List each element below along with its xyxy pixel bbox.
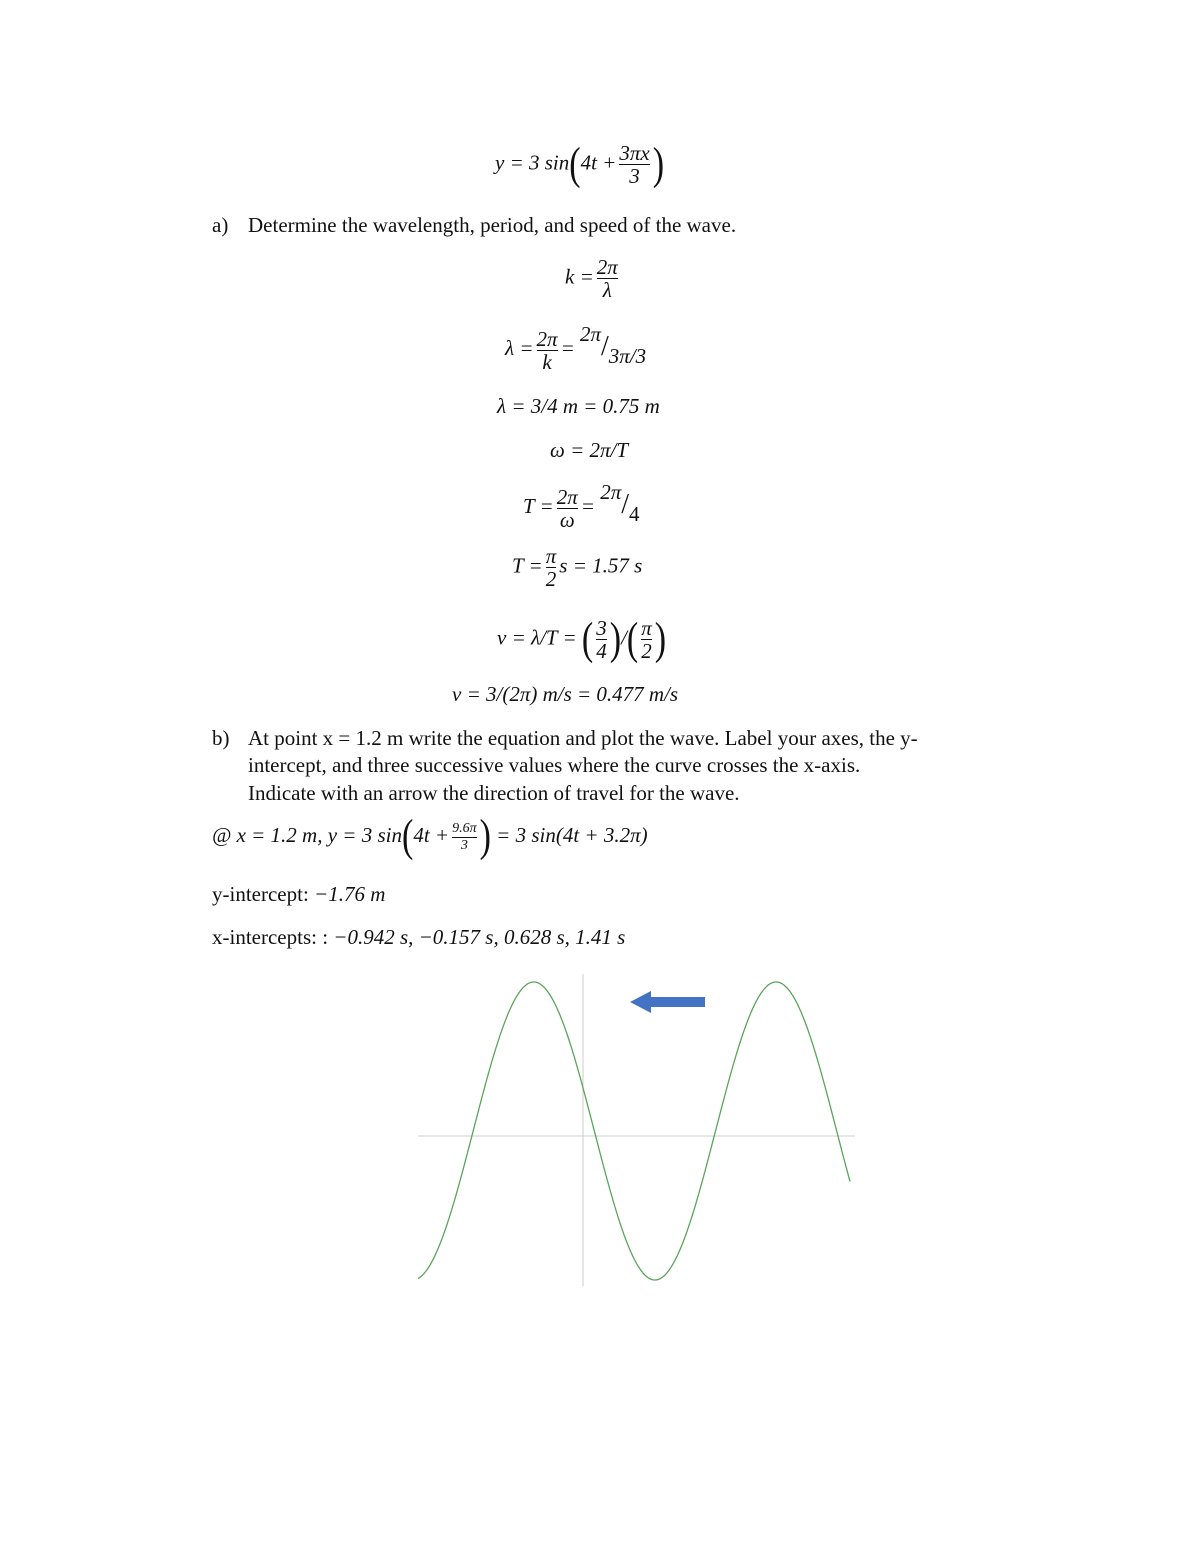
direction-arrow — [630, 991, 705, 1013]
speed-result: v = 3/(2π) m/s = 0.477 m/s — [452, 682, 679, 706]
main-equation: y = 3 sin(4t + $\frac{3\pi x}{3}$ ) — [495, 138, 665, 189]
y-intercept: y-intercept: −1.76 m — [212, 882, 386, 906]
part-b-line-1: At point x = 1.2 m write the equation and plot the wave. Label your axes, the y- — [248, 726, 918, 750]
speed-equation: v = λ/T = ( $\frac{3}{4}$ )/( $\frac{\pi}{2}$ ) — [497, 613, 667, 664]
wave-curve — [418, 982, 850, 1280]
omega-equation: ω = 2π/T — [550, 438, 629, 462]
part-b-label: b) — [212, 726, 230, 750]
lambda-result: λ = 3/4 m = 0.75 m — [497, 394, 660, 418]
wave-plot — [410, 960, 860, 1295]
period-result: T = $\frac{\pi}{2}$ s = 1.57 s — [512, 544, 643, 591]
part-b-line-3: Indicate with an arrow the direction of travel for the wave. — [248, 781, 740, 805]
part-a-question: Determine the wavelength, period, and speed of the wave. — [248, 213, 737, 237]
k-equation: k = $\frac{2\pi}{\lambda}$ — [565, 255, 618, 302]
part-b-line-2: intercept, and three successive values where the curve crosses the x-axis. — [248, 753, 861, 777]
part-a-label: a) — [212, 213, 229, 237]
wave-equation-at-x: @ x = 1.2 m, y = 3 sin(4t + $\frac{9.6\pi}{3}$ ) = 3 sin(4t + 3.2π) — [212, 811, 648, 862]
period-equation: T = $\frac{2\pi}{\omega}$ = 2π/4 — [523, 480, 640, 532]
lambda-equation: λ = $\frac{2\pi}{k}$ = 2π/3π/3 — [505, 322, 647, 374]
x-intercepts: x-intercepts: : −0.942 s, −0.157 s, 0.628 s, 1.41 s — [212, 925, 626, 949]
